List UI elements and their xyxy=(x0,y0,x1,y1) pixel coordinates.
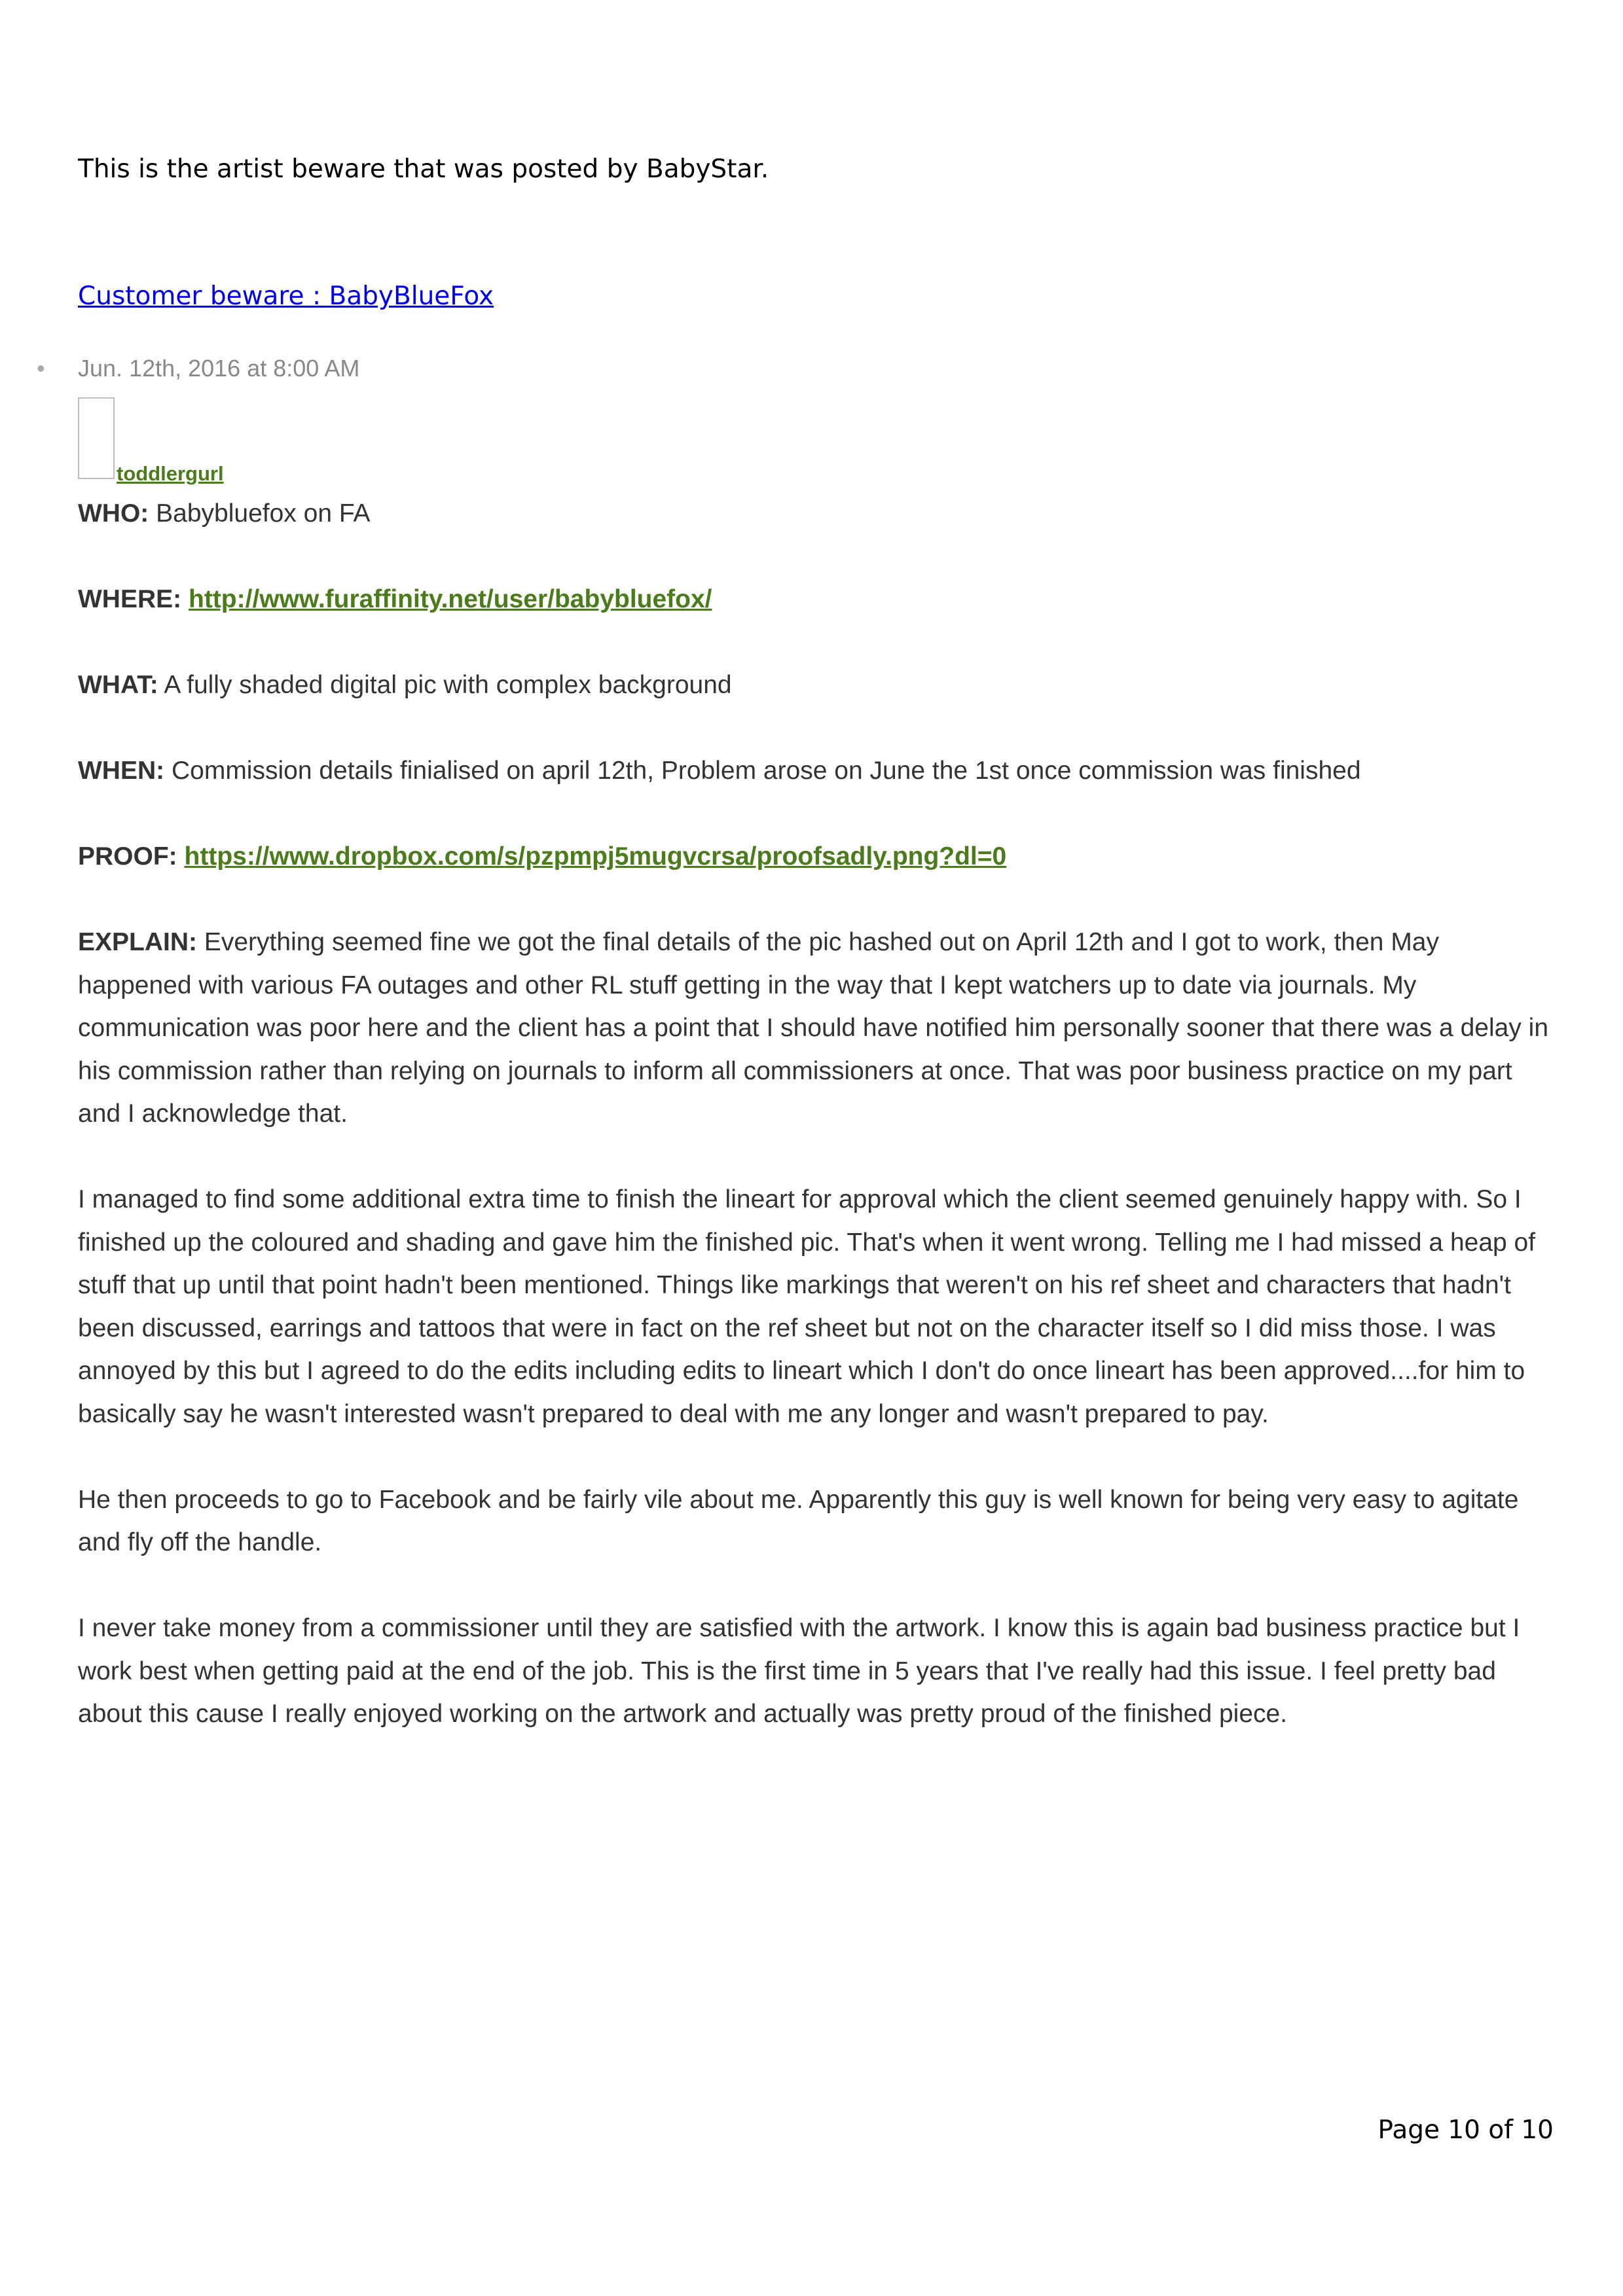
intro-text: This is the artist beware that was posted by BabyStar. xyxy=(78,154,769,184)
body-paragraph: I never take money from a commissioner until they are satisfied with the artwork. I know this is again bad business practice but I work best when getting paid at the end of the job. This is the first time in 5 years that I've really had this issue. I feel pretty bad about this cause I really enjoyed working on the artwork and actually was pretty proud of the finished piece. xyxy=(78,1614,1520,1728)
what-value: A fully shaded digital pic with complex background xyxy=(158,671,732,699)
body-paragraph: I managed to find some additional extra time to finish the lineart for approval which the client seemed genuinely happy with. So I finished up the coloured and shading and gave him the finished pic. That's when it went wrong. Telling me I had missed a heap of stuff that up until that point hadn't been mentioned. Things like markings that weren't on his ref sheet and characters that hadn't been discussed, earrings and tattoos that were in fact on the ref sheet but not on the character itself so I did miss those. I was annoyed by this but I agreed to do the edits including edits to lineart which I don't do once lineart has been approved....for him to basically say he wasn't interested wasn't prepared to deal with me any longer and wasn't prepared to pay. xyxy=(78,1185,1536,1428)
avatar[interactable] xyxy=(78,397,115,479)
what-line xyxy=(78,664,1558,707)
explain-value: Everything seemed fine we got the final details of the pic hashed out on April 12th and I got to work, then May happened with various FA outages and other RL stuff getting in the way that I kept watchers up to date via journals. My communication was poor here and the client has a point that I should have notified him personally sooner that there was a delay in his commission rather than relying on journals to inform all commissioners at once. That was poor business practice on my part and I acknowledge that. xyxy=(78,928,1549,1128)
when-value: Commission details finialised on april 12th, Problem arose on June the 1st once commission was finished xyxy=(164,757,1361,785)
who-value: Babybluefox on FA xyxy=(149,499,371,528)
explain-line xyxy=(78,921,1558,1136)
where-label: WHERE: xyxy=(78,585,182,613)
what-label: WHAT: xyxy=(78,671,158,699)
who-line xyxy=(78,492,1558,535)
proof-link[interactable]: https://www.dropbox.com/s/pzpmpj5mugvcrsa/proofsadly.png?dl=0 xyxy=(184,842,1007,870)
when-label: WHEN: xyxy=(78,757,165,785)
post-title-link[interactable]: Customer beware : BabyBlueFox xyxy=(78,281,494,311)
where-link[interactable]: http://www.furaffinity.net/user/babybluefox/ xyxy=(189,585,712,613)
page-number: Page 10 of 10 xyxy=(1377,2115,1554,2145)
post-date: Jun. 12th, 2016 at 8:00 AM xyxy=(78,355,360,382)
who-label: WHO: xyxy=(78,499,149,528)
proof-label: PROOF: xyxy=(78,842,177,870)
when-line xyxy=(78,749,1558,793)
where-line xyxy=(78,578,1558,621)
body-paragraph: He then proceeds to go to Facebook and be fairly vile about me. Apparently this guy is well known for being very easy to agitate and fly off the handle. xyxy=(78,1485,1519,1556)
post-body xyxy=(78,492,1558,1778)
explain-label: EXPLAIN: xyxy=(78,928,198,956)
username-link[interactable]: toddlergurl xyxy=(117,462,224,485)
post-meta xyxy=(37,355,359,382)
bullet: • xyxy=(37,355,45,382)
proof-line xyxy=(78,835,1558,878)
